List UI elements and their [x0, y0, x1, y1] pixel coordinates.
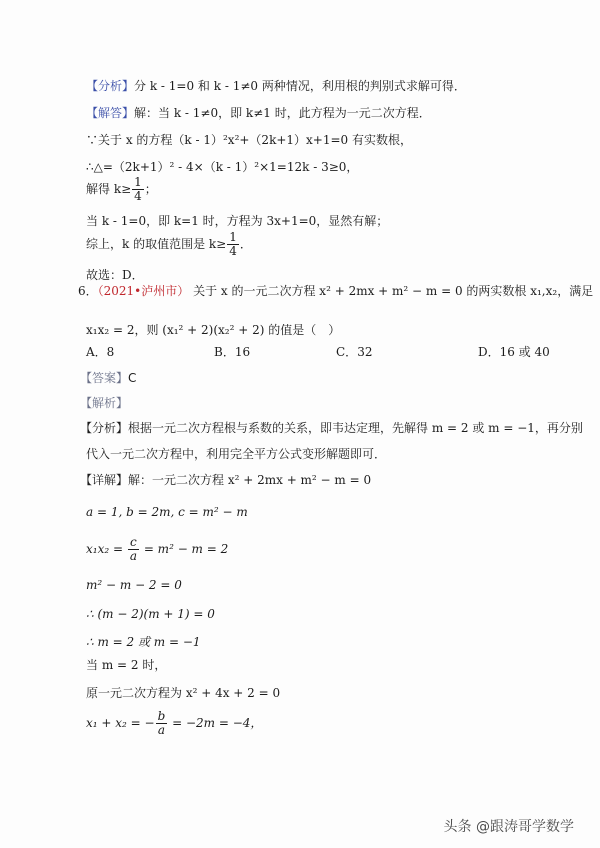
option-d — [478, 344, 550, 360]
explain-label — [80, 395, 128, 411]
option-label: B． — [214, 345, 235, 359]
step-text: 解得 k≥ — [86, 182, 132, 196]
option-a — [86, 344, 114, 360]
step-text: 综上，k 的取值范围是 k≥ — [86, 237, 227, 251]
detail-step: a = 1, b = 2m, c = m² − m — [86, 505, 248, 519]
detail-step — [86, 710, 262, 737]
detail-step: m² − m − 2 = 0 — [86, 578, 182, 592]
detail-step: 当 m = 2 时， — [86, 658, 167, 672]
option-value: 16 或 40 — [499, 345, 550, 359]
watermark: 头条 @跟涛哥学数学 — [443, 819, 574, 835]
question-stem: 关于 x 的一元二次方程 x² + 2mx + m² − m = 0 的两实数根 x₁,x₂，满足 — [193, 284, 594, 298]
solution-step: 故选：D． — [86, 268, 144, 282]
denominator: 4 — [229, 244, 237, 258]
step-text: = −2m = −4， — [168, 716, 263, 730]
explain-label-text: 【解析】 — [80, 396, 129, 410]
analysis-line: 代入一元二次方程中，利用完全平方公式变形解题即可． — [86, 447, 387, 461]
numerator: c — [130, 535, 137, 549]
answer-line — [80, 370, 136, 386]
detail-step: ∴ (m − 2)(m + 1) = 0 — [86, 607, 215, 621]
fraction — [156, 710, 168, 737]
analysis-text: 根据一元二次方程根与系数的关系，即韦达定理，先解得 m = 2 或 m = −1，再分别 — [128, 421, 583, 435]
question-source: （2021•泸州市） — [97, 284, 190, 298]
solution-step — [86, 231, 252, 258]
detail-step: ∴ m = 2 或 m = −1 — [86, 635, 201, 649]
detail-line — [80, 472, 371, 488]
solution-step: ∴△=（2k+1）² - 4×（k - 1）²×1=12k - 3≥0， — [86, 160, 359, 174]
answer-line — [86, 105, 431, 121]
step-text: ． — [239, 237, 252, 251]
option-c — [336, 344, 372, 360]
numerator: b — [157, 709, 166, 723]
fraction — [132, 176, 144, 203]
step-text: = m² − m = 2 — [140, 542, 229, 556]
step-text: x₁x₂ = — [86, 542, 127, 556]
fraction — [128, 536, 139, 563]
question-stem-line: x₁x₂ = 2，则 (x₁² + 2)(x₂² + 2) 的值是（ ） — [86, 323, 341, 337]
option-label: D． — [478, 345, 500, 359]
solution-step: 当 k - 1=0，即 k=1 时，方程为 3x+1=0，显然有解； — [86, 214, 389, 228]
detail-step: 原一元二次方程为 x² + 4x + 2 = 0 — [86, 686, 281, 700]
analysis-text: 分 k - 1=0 和 k - 1≠0 两种情况，利用根的判别式求解可得． — [134, 79, 466, 93]
denominator: a — [129, 549, 137, 563]
analysis-line — [86, 78, 466, 94]
question-stem-line — [78, 283, 593, 299]
denominator: a — [157, 723, 165, 737]
option-value: 8 — [106, 345, 115, 359]
analysis-label: 【分析】 — [86, 79, 135, 93]
option-label: A． — [86, 345, 107, 359]
question-number: 6． — [78, 284, 98, 298]
option-value: 16 — [234, 345, 251, 359]
solution-step — [86, 176, 157, 203]
option-label: C． — [336, 345, 358, 359]
analysis-label: 【分析】 — [80, 421, 129, 435]
answer-text: 解：当 k - 1≠0，即 k≠1 时，此方程为一元二次方程． — [134, 106, 431, 120]
detail-text: 解：一元二次方程 x² + 2mx + m² − m = 0 — [128, 473, 372, 487]
answer-label: 【解答】 — [86, 106, 135, 120]
denominator: 4 — [134, 189, 142, 203]
detail-label: 【详解】 — [80, 473, 129, 487]
detail-step — [86, 536, 228, 563]
option-b — [214, 344, 250, 360]
step-text: x₁ + x₂ = − — [86, 716, 155, 730]
answer-label: 【答案】 — [80, 371, 129, 385]
numerator: 1 — [229, 230, 237, 244]
step-text: ； — [144, 182, 157, 196]
solution-step: ∵关于 x 的方程（k - 1）²x²+（2k+1）x+1=0 有实数根， — [86, 133, 412, 147]
answer-value: C — [128, 371, 137, 385]
analysis-line — [80, 420, 583, 436]
option-value: 32 — [357, 345, 373, 359]
fraction — [227, 231, 239, 258]
numerator: 1 — [134, 175, 142, 189]
